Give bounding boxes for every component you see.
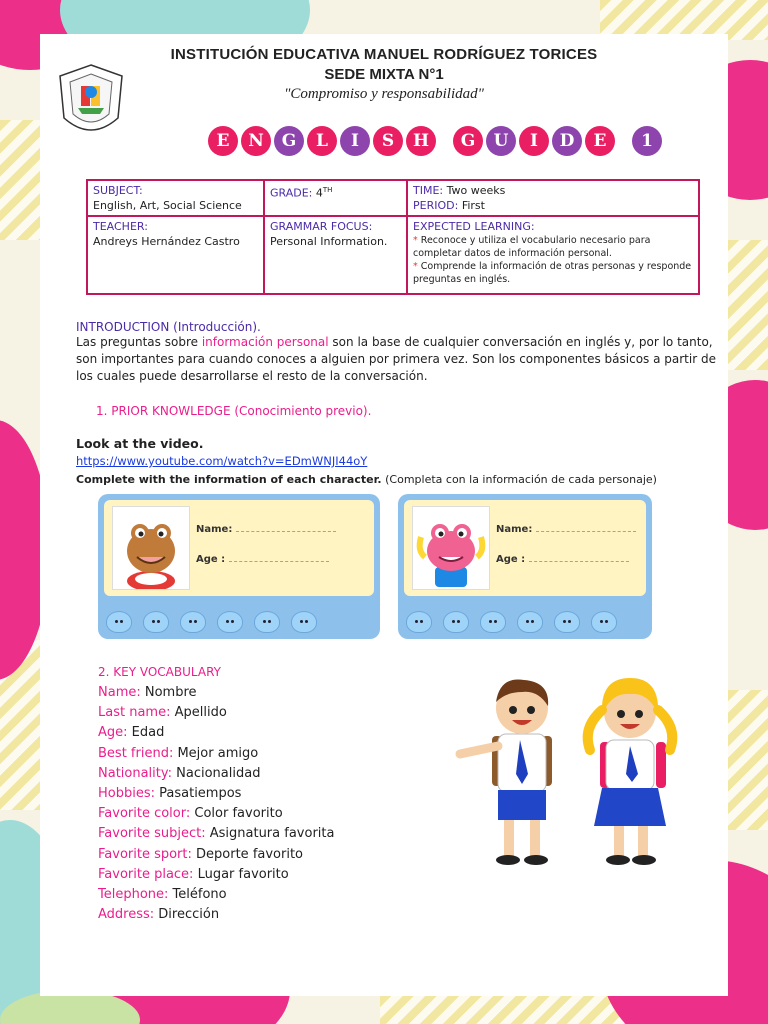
vocabulary-term: Age: (98, 725, 128, 741)
vocabulary-term: Hobbies: (98, 786, 155, 802)
vocabulary-item (98, 804, 334, 824)
smiley-icon (217, 611, 243, 633)
subject-cell (87, 180, 264, 216)
vocabulary-item (98, 865, 334, 885)
introduction-paragraph: Las preguntas sobre información personal son la base de cualquier conversación en inglés y, por lo tanto, son importantes para cuando conoces a alguien por primera vez. Son los componentes básicos a partir de los cuales puede desarrollarse el resto de la conversación. (76, 335, 716, 383)
grammar-label: GRAMMAR FOCUS: (270, 220, 373, 233)
vocabulary-term: Favorite color: (98, 806, 191, 822)
grade-value: 4 (315, 186, 323, 200)
vocabulary-item (98, 683, 334, 703)
key-vocabulary-heading: 2. KEY VOCABULARY (98, 665, 221, 679)
school-header (40, 44, 728, 103)
complete-instruction: Complete with the information of each character. (Completa con la información de cada personaje) (76, 473, 657, 486)
title-letter: 1 (632, 126, 662, 156)
title-letter: I (519, 126, 549, 156)
teacher-label: TEACHER: (93, 220, 148, 233)
subject-value: English, Art, Social Science (93, 199, 242, 212)
title-letter: G (453, 126, 483, 156)
age-label: Age : (196, 554, 226, 565)
character-card-1 (98, 494, 380, 639)
smiley-icon (443, 611, 469, 633)
vocabulary-term: Favorite sport: (98, 846, 192, 862)
subject-label: SUBJECT: (93, 184, 143, 197)
vocabulary-meaning: Teléfono (172, 887, 227, 903)
age-label: Age : (496, 554, 526, 565)
expected-item-2: * Comprende la información de otras personas y responde preguntas en inglés. (413, 261, 692, 285)
smiley-icon (143, 611, 169, 633)
vocabulary-meaning: Lugar favorito (197, 866, 289, 882)
title-letter: U (486, 126, 516, 156)
title-letter: D (552, 126, 582, 156)
title-letter: L (307, 126, 337, 156)
vocabulary-meaning: Pasatiempos (159, 786, 242, 802)
prior-knowledge-heading: 1. PRIOR KNOWLEDGE (Conocimiento previo). (96, 404, 372, 418)
vocabulary-term: Favorite place: (98, 866, 194, 882)
grammar-value: Personal Information. (270, 235, 388, 248)
smiley-icon (254, 611, 280, 633)
expected-item-1: * Reconoce y utiliza el vocabulario necesario para completar datos de información personal. (413, 235, 651, 259)
vocabulary-item (98, 703, 334, 723)
vocabulary-term: Nationality: (98, 765, 173, 781)
name-blank-2[interactable] (536, 531, 636, 532)
smiley-icon (480, 611, 506, 633)
name-label: Name: (196, 524, 233, 535)
vocabulary-meaning: Deporte favorito (196, 846, 304, 862)
title-letter: I (340, 126, 370, 156)
emoji-row-2 (406, 611, 617, 633)
teacher-cell (87, 216, 264, 294)
time-cell (407, 180, 699, 216)
title-letter: S (373, 126, 403, 156)
highlight-term: información personal (201, 335, 329, 349)
vocabulary-item (98, 784, 334, 804)
vocabulary-term: Address: (98, 907, 155, 923)
name-label: Name: (496, 524, 533, 535)
smiley-icon (406, 611, 432, 633)
vocabulary-term: Name: (98, 685, 141, 700)
vocabulary-meaning: Nombre (144, 685, 197, 700)
smiley-icon (291, 611, 317, 633)
vocabulary-term: Telephone: (98, 887, 169, 903)
title-letter: G (274, 126, 304, 156)
expected-cell (407, 216, 699, 294)
vocabulary-item (98, 764, 334, 784)
vocabulary-item (98, 845, 334, 865)
smiley-icon (554, 611, 580, 633)
period-label: PERIOD: (413, 199, 459, 212)
vocabulary-item (98, 905, 334, 925)
smiley-icon (517, 611, 543, 633)
vocabulary-meaning: Mejor amigo (177, 745, 259, 761)
title-letter: E (208, 126, 238, 156)
smiley-icon (106, 611, 132, 633)
vocabulary-meaning: Nacionalidad (176, 765, 261, 781)
expected-label: EXPECTED LEARNING: (413, 220, 535, 233)
vocabulary-meaning: Asignatura favorita (209, 826, 335, 842)
name-blank-1[interactable] (236, 531, 336, 532)
video-link[interactable]: https://www.youtube.com/watch?v=EDmWNJI44oY (76, 454, 368, 468)
vocabulary-meaning: Edad (131, 725, 165, 741)
vocabulary-meaning: Dirección (158, 907, 220, 923)
vocabulary-item (98, 744, 334, 764)
frog-boy-portrait-icon (112, 506, 190, 590)
school-branch: SEDE MIXTA N°1 (324, 66, 444, 83)
worksheet-page (40, 34, 728, 996)
look-instruction: Look at the video. (76, 436, 204, 451)
smiley-icon (180, 611, 206, 633)
vocabulary-meaning: Apellido (174, 705, 227, 721)
grammar-cell (264, 216, 407, 294)
vocabulary-item (98, 824, 334, 844)
school-kids-illustration-icon (450, 674, 690, 884)
vocabulary-item (98, 723, 334, 743)
title-letter: H (406, 126, 436, 156)
grade-cell (264, 180, 407, 216)
grade-suffix: TH (322, 186, 333, 194)
introduction-heading: INTRODUCTION (Introducción). (76, 320, 261, 334)
time-label: TIME: (413, 184, 444, 197)
school-motto: "Compromiso y responsabilidad" (284, 86, 484, 102)
smiley-icon (591, 611, 617, 633)
vocabulary-term: Best friend: (98, 745, 174, 761)
period-value: First (461, 199, 485, 212)
title-letter: N (241, 126, 271, 156)
vocabulary-term: Favorite subject: (98, 826, 206, 842)
vocabulary-list (98, 683, 334, 925)
age-blank-1[interactable] (229, 561, 329, 562)
character-card-2 (398, 494, 652, 639)
frog-girl-portrait-icon (412, 506, 490, 590)
vocabulary-term: Last name: (98, 705, 171, 721)
age-blank-2[interactable] (529, 561, 629, 562)
course-info-table (86, 179, 700, 295)
title-letter: E (585, 126, 615, 156)
school-name: INSTITUCIÓN EDUCATIVA MANUEL RODRÍGUEZ TORICES (170, 46, 598, 63)
vocabulary-item (98, 885, 334, 905)
emoji-row-1 (106, 611, 317, 633)
vocabulary-meaning: Color favorito (194, 806, 283, 822)
grade-label: GRADE: (270, 186, 313, 200)
time-value: Two weeks (446, 184, 506, 197)
english-guide-title (208, 126, 662, 156)
teacher-value: Andreys Hernández Castro (93, 235, 240, 248)
